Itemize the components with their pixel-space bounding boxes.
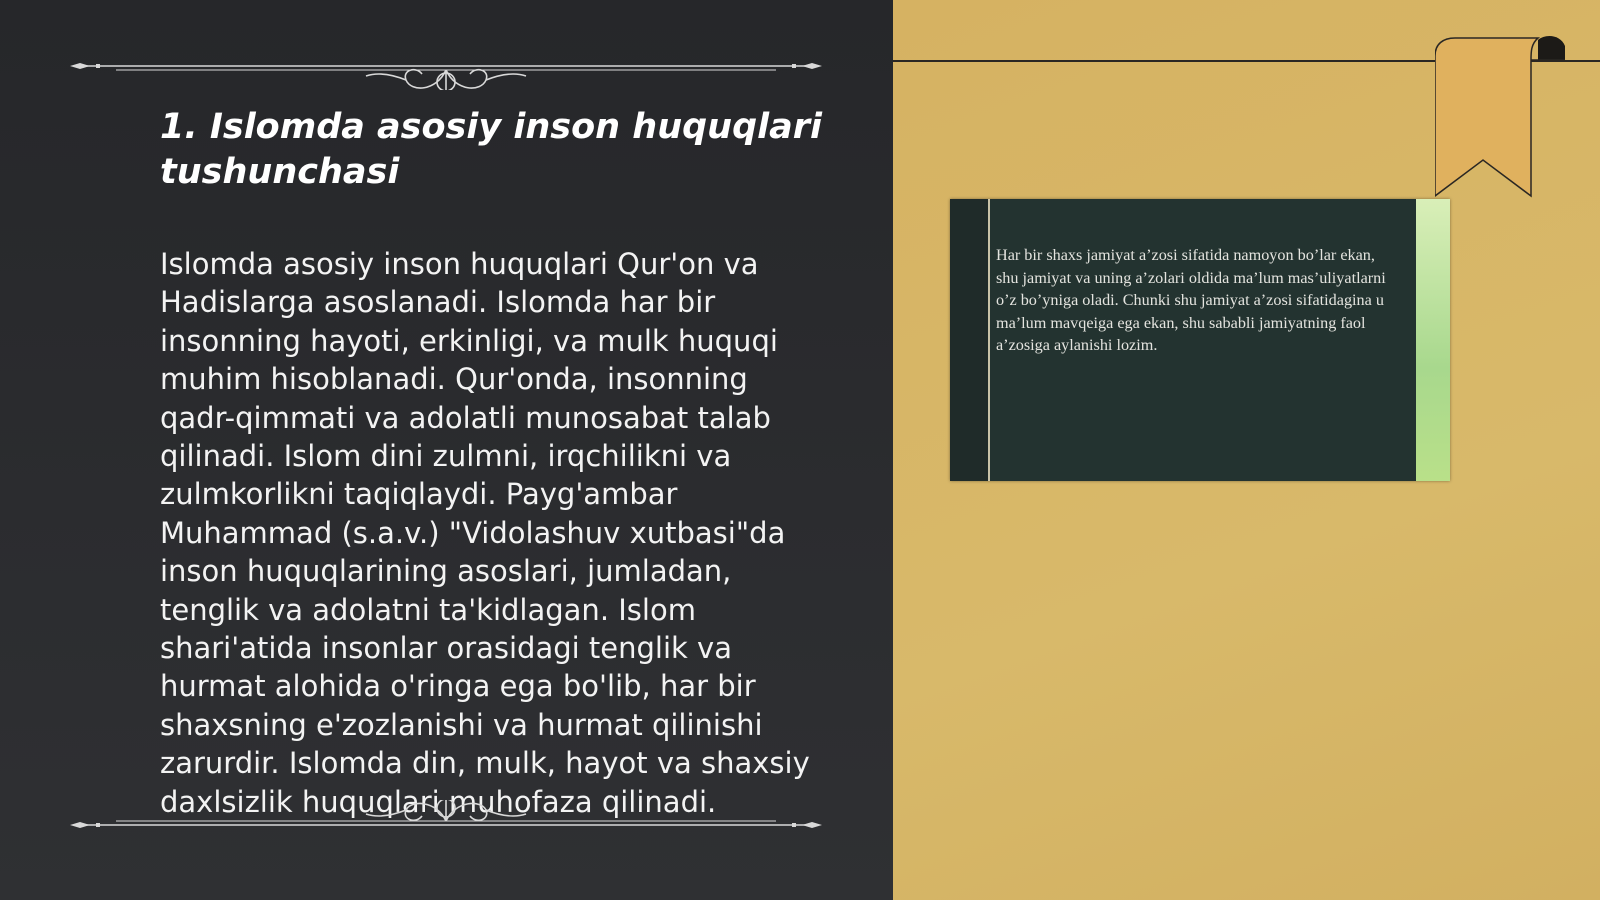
- quote-stripe: [950, 199, 990, 481]
- slide-title: 1. Islomda asosiy inson huquqlari tushunchasi: [160, 107, 823, 192]
- bottom-ornament-icon: [66, 800, 826, 850]
- body-paragraph: Islomda asosiy inson huquqlari Qur'on va Hadislarga asoslanadi. Islomda har bir insonning hayoti, erkinligi, va mulk huquqi muhim hisoblanadi. Qur'onda, insonning qadr-qimmati va adolatli munosabat talab qilinadi. Islom dini zulmni, irqchilikni va zulmkorlikni taqiqlaydi. Payg'ambar Muhammad (s.a.v.) "Vidolashuv xutbasi"da inson huquqlarining asoslari, jumladan, tenglik va adolatni ta'kidlagan. Islom shari'atida insonlar orasidagi tenglik va hurmat alohida o'ringa ega bo'lib, har bir shaxsning e'zozlanishi va hurmat qilinishi zarurdir. Islomda din, mulk, hayot va shaxsiy daxlsizlik huquqlari muhofaza qilinadi.: [160, 247, 810, 819]
- quote-text: Har bir shaxs jamiyat a’zosi sifatida namoyon bo’lar ekan, shu jamiyat va uning a’zolari oldida ma’lum mas’uliyatlarni o’z bo’yniga oladi. Chunki shu jamiyat a’zosi sifatidagina u ma’lum mavqeiga ega ekan, shu sababli jamiyatning faol a’zosiga aylanishi lozim.: [996, 246, 1386, 354]
- quote-accent-bar: [1416, 199, 1450, 481]
- bookmark-ribbon-icon: [1435, 36, 1565, 198]
- top-ornament-icon: [66, 40, 826, 90]
- quote-box: [950, 199, 1450, 481]
